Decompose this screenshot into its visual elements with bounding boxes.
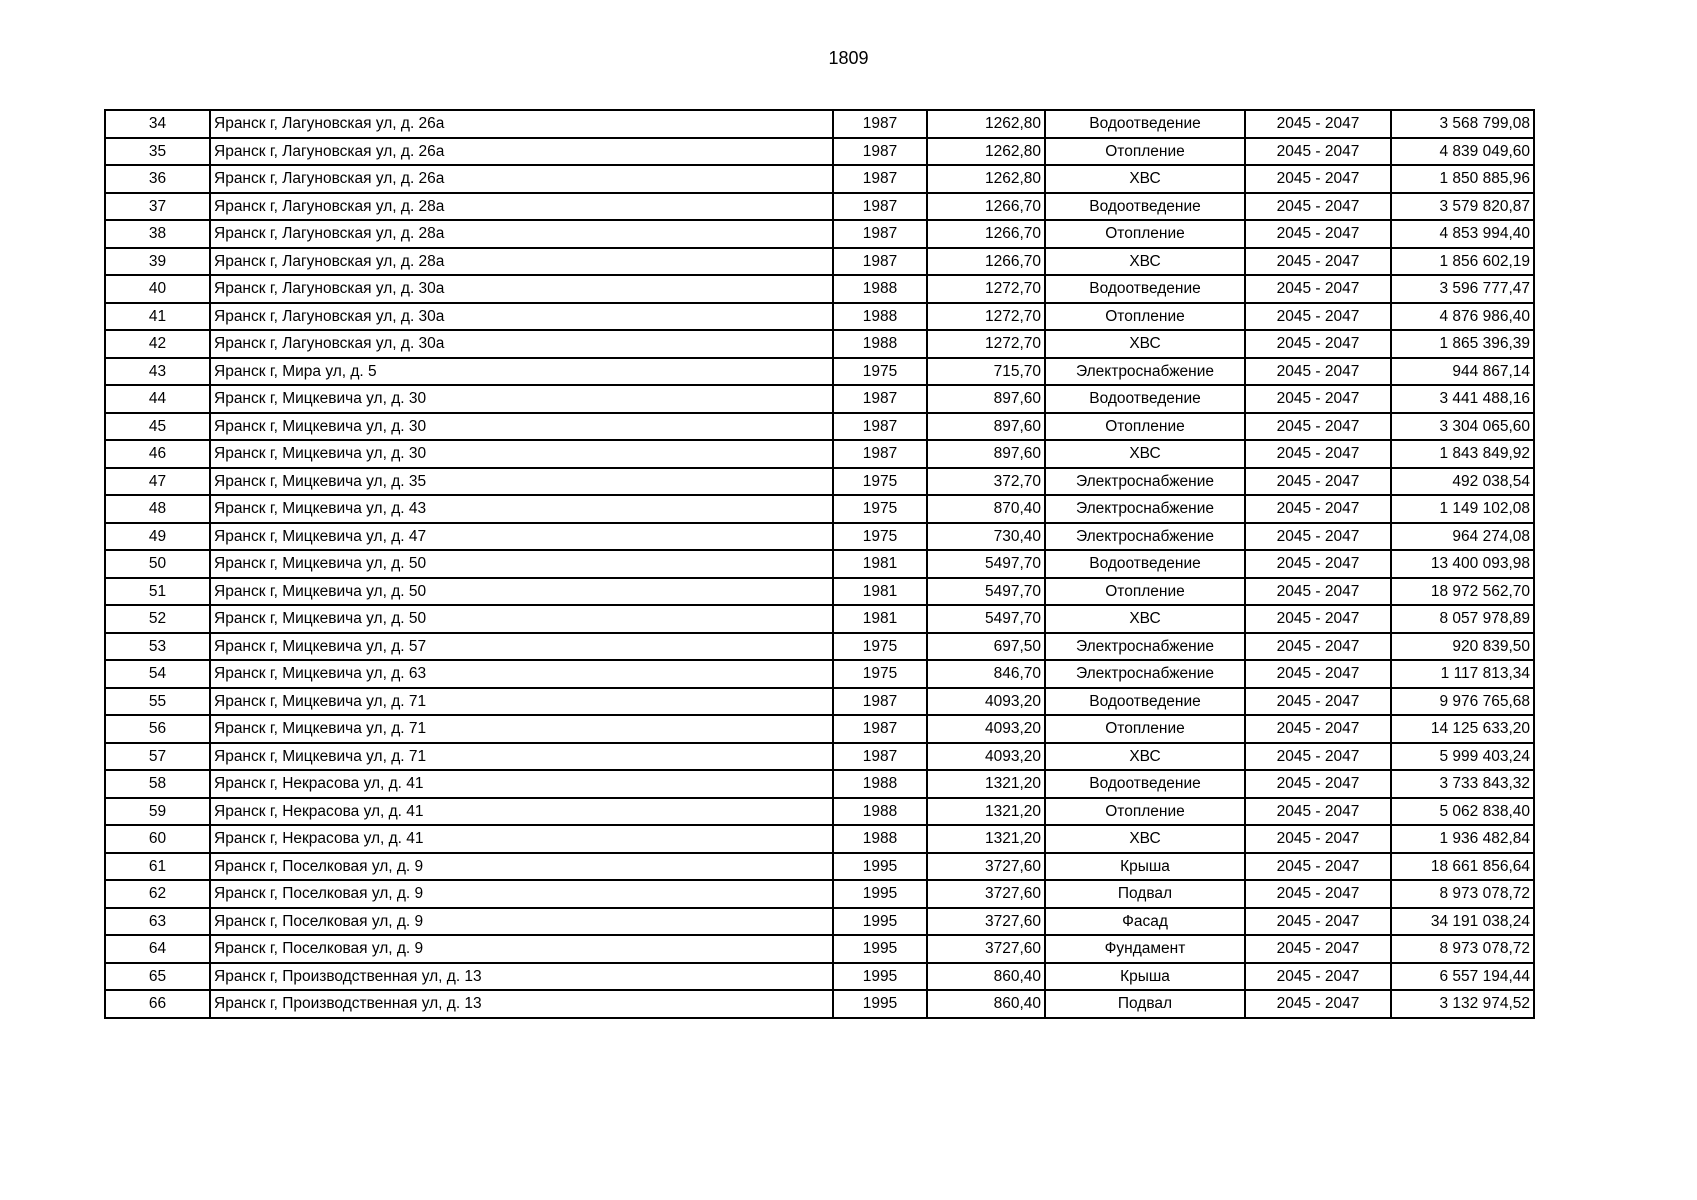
area-cell: 1262,80: [927, 165, 1045, 193]
area-cell: 1262,80: [927, 138, 1045, 166]
row-number-cell: 61: [105, 853, 210, 881]
work-type-cell: Отопление: [1045, 303, 1245, 331]
row-number-cell: 60: [105, 825, 210, 853]
row-number-cell: 51: [105, 578, 210, 606]
address-cell: Яранск г, Поселковая ул, д. 9: [210, 853, 833, 881]
work-type-cell: Электроснабжение: [1045, 468, 1245, 496]
area-cell: 1262,80: [927, 110, 1045, 138]
table-row: [105, 193, 1534, 221]
period-cell: 2045 - 2047: [1245, 413, 1391, 441]
area-cell: 1272,70: [927, 275, 1045, 303]
year-cell: 1995: [833, 990, 927, 1018]
cost-cell: 964 274,08: [1391, 523, 1534, 551]
row-number-cell: 66: [105, 990, 210, 1018]
cost-cell: 9 976 765,68: [1391, 688, 1534, 716]
period-cell: 2045 - 2047: [1245, 468, 1391, 496]
period-cell: 2045 - 2047: [1245, 523, 1391, 551]
work-type-cell: Электроснабжение: [1045, 523, 1245, 551]
row-number-cell: 63: [105, 908, 210, 936]
year-cell: 1987: [833, 440, 927, 468]
area-cell: 5497,70: [927, 578, 1045, 606]
year-cell: 1975: [833, 660, 927, 688]
row-number-cell: 44: [105, 385, 210, 413]
row-number-cell: 43: [105, 358, 210, 386]
year-cell: 1987: [833, 193, 927, 221]
year-cell: 1975: [833, 523, 927, 551]
area-cell: 4093,20: [927, 688, 1045, 716]
table-row: [105, 715, 1534, 743]
area-cell: 1266,70: [927, 193, 1045, 221]
cost-cell: 1 850 885,96: [1391, 165, 1534, 193]
area-cell: 1321,20: [927, 825, 1045, 853]
cost-cell: 8 973 078,72: [1391, 935, 1534, 963]
cost-cell: 3 441 488,16: [1391, 385, 1534, 413]
table-row: [105, 138, 1534, 166]
cost-cell: 8 057 978,89: [1391, 605, 1534, 633]
work-type-cell: Водоотведение: [1045, 550, 1245, 578]
year-cell: 1981: [833, 605, 927, 633]
year-cell: 1995: [833, 853, 927, 881]
table-row: [105, 303, 1534, 331]
row-number-cell: 40: [105, 275, 210, 303]
address-cell: Яранск г, Мицкевича ул, д. 30: [210, 385, 833, 413]
work-type-cell: Крыша: [1045, 963, 1245, 991]
row-number-cell: 36: [105, 165, 210, 193]
work-type-cell: Электроснабжение: [1045, 633, 1245, 661]
year-cell: 1987: [833, 165, 927, 193]
cost-cell: 6 557 194,44: [1391, 963, 1534, 991]
row-number-cell: 35: [105, 138, 210, 166]
row-number-cell: 37: [105, 193, 210, 221]
cost-cell: 8 973 078,72: [1391, 880, 1534, 908]
table-row: [105, 853, 1534, 881]
address-cell: Яранск г, Мицкевича ул, д. 71: [210, 715, 833, 743]
table-row: [105, 220, 1534, 248]
area-cell: 697,50: [927, 633, 1045, 661]
row-number-cell: 48: [105, 495, 210, 523]
page-number: 1809: [828, 48, 869, 68]
row-number-cell: 55: [105, 688, 210, 716]
period-cell: 2045 - 2047: [1245, 330, 1391, 358]
work-type-cell: ХВС: [1045, 165, 1245, 193]
table-body: [105, 110, 1534, 1018]
year-cell: 1987: [833, 743, 927, 771]
year-cell: 1975: [833, 468, 927, 496]
area-cell: 5497,70: [927, 605, 1045, 633]
table-row: [105, 523, 1534, 551]
cost-cell: 1 856 602,19: [1391, 248, 1534, 276]
row-number-cell: 34: [105, 110, 210, 138]
work-type-cell: Водоотведение: [1045, 110, 1245, 138]
cost-cell: 18 661 856,64: [1391, 853, 1534, 881]
row-number-cell: 54: [105, 660, 210, 688]
table-row: [105, 495, 1534, 523]
year-cell: 1988: [833, 770, 927, 798]
table-row: [105, 578, 1534, 606]
period-cell: 2045 - 2047: [1245, 385, 1391, 413]
address-cell: Яранск г, Поселковая ул, д. 9: [210, 935, 833, 963]
year-cell: 1988: [833, 303, 927, 331]
cost-cell: 14 125 633,20: [1391, 715, 1534, 743]
year-cell: 1988: [833, 798, 927, 826]
address-cell: Яранск г, Мицкевича ул, д. 47: [210, 523, 833, 551]
period-cell: 2045 - 2047: [1245, 990, 1391, 1018]
year-cell: 1987: [833, 715, 927, 743]
period-cell: 2045 - 2047: [1245, 138, 1391, 166]
cost-cell: 18 972 562,70: [1391, 578, 1534, 606]
work-type-cell: Фасад: [1045, 908, 1245, 936]
table-row: [105, 660, 1534, 688]
year-cell: 1995: [833, 908, 927, 936]
period-cell: 2045 - 2047: [1245, 605, 1391, 633]
period-cell: 2045 - 2047: [1245, 715, 1391, 743]
area-cell: 846,70: [927, 660, 1045, 688]
cost-cell: 3 304 065,60: [1391, 413, 1534, 441]
address-cell: Яранск г, Лагуновская ул, д. 28а: [210, 193, 833, 221]
table-row: [105, 990, 1534, 1018]
work-type-cell: ХВС: [1045, 248, 1245, 276]
period-cell: 2045 - 2047: [1245, 908, 1391, 936]
area-cell: 4093,20: [927, 743, 1045, 771]
year-cell: 1975: [833, 633, 927, 661]
period-cell: 2045 - 2047: [1245, 165, 1391, 193]
work-type-cell: Водоотведение: [1045, 385, 1245, 413]
address-cell: Яранск г, Производственная ул, д. 13: [210, 990, 833, 1018]
area-cell: 1321,20: [927, 798, 1045, 826]
period-cell: 2045 - 2047: [1245, 963, 1391, 991]
address-cell: Яранск г, Мицкевича ул, д. 43: [210, 495, 833, 523]
year-cell: 1987: [833, 110, 927, 138]
year-cell: 1988: [833, 330, 927, 358]
period-cell: 2045 - 2047: [1245, 578, 1391, 606]
period-cell: 2045 - 2047: [1245, 220, 1391, 248]
area-cell: 3727,60: [927, 935, 1045, 963]
year-cell: 1987: [833, 248, 927, 276]
row-number-cell: 50: [105, 550, 210, 578]
table-row: [105, 825, 1534, 853]
address-cell: Яранск г, Мицкевича ул, д. 35: [210, 468, 833, 496]
address-cell: Яранск г, Лагуновская ул, д. 28а: [210, 248, 833, 276]
year-cell: 1981: [833, 578, 927, 606]
address-cell: Яранск г, Лагуновская ул, д. 26а: [210, 138, 833, 166]
cost-cell: 492 038,54: [1391, 468, 1534, 496]
period-cell: 2045 - 2047: [1245, 495, 1391, 523]
address-cell: Яранск г, Мицкевича ул, д. 50: [210, 578, 833, 606]
area-cell: 3727,60: [927, 853, 1045, 881]
table-row: [105, 275, 1534, 303]
year-cell: 1987: [833, 138, 927, 166]
cost-cell: 4 876 986,40: [1391, 303, 1534, 331]
cost-cell: 5 999 403,24: [1391, 743, 1534, 771]
table-row: [105, 248, 1534, 276]
area-cell: 372,70: [927, 468, 1045, 496]
table-row: [105, 963, 1534, 991]
area-cell: 715,70: [927, 358, 1045, 386]
row-number-cell: 62: [105, 880, 210, 908]
cost-cell: 13 400 093,98: [1391, 550, 1534, 578]
cost-cell: 920 839,50: [1391, 633, 1534, 661]
cost-cell: 1 117 813,34: [1391, 660, 1534, 688]
work-type-cell: Подвал: [1045, 880, 1245, 908]
address-cell: Яранск г, Лагуновская ул, д. 26а: [210, 110, 833, 138]
period-cell: 2045 - 2047: [1245, 193, 1391, 221]
row-number-cell: 64: [105, 935, 210, 963]
table-row: [105, 330, 1534, 358]
period-cell: 2045 - 2047: [1245, 275, 1391, 303]
work-type-cell: Водоотведение: [1045, 193, 1245, 221]
cost-cell: 5 062 838,40: [1391, 798, 1534, 826]
cost-cell: 1 149 102,08: [1391, 495, 1534, 523]
period-cell: 2045 - 2047: [1245, 688, 1391, 716]
work-type-cell: Электроснабжение: [1045, 358, 1245, 386]
row-number-cell: 41: [105, 303, 210, 331]
table-row: [105, 440, 1534, 468]
table-row: [105, 880, 1534, 908]
area-cell: 5497,70: [927, 550, 1045, 578]
area-cell: 1266,70: [927, 220, 1045, 248]
table-row: [105, 358, 1534, 386]
work-type-cell: Отопление: [1045, 715, 1245, 743]
work-type-cell: Электроснабжение: [1045, 495, 1245, 523]
area-cell: 860,40: [927, 963, 1045, 991]
row-number-cell: 56: [105, 715, 210, 743]
table-row: [105, 908, 1534, 936]
address-cell: Яранск г, Мира ул, д. 5: [210, 358, 833, 386]
year-cell: 1988: [833, 275, 927, 303]
year-cell: 1987: [833, 413, 927, 441]
area-cell: 897,60: [927, 385, 1045, 413]
address-cell: Яранск г, Лагуновская ул, д. 30а: [210, 303, 833, 331]
year-cell: 1995: [833, 880, 927, 908]
period-cell: 2045 - 2047: [1245, 633, 1391, 661]
period-cell: 2045 - 2047: [1245, 743, 1391, 771]
year-cell: 1975: [833, 358, 927, 386]
row-number-cell: 46: [105, 440, 210, 468]
row-number-cell: 57: [105, 743, 210, 771]
cost-cell: 4 853 994,40: [1391, 220, 1534, 248]
period-cell: 2045 - 2047: [1245, 248, 1391, 276]
row-number-cell: 52: [105, 605, 210, 633]
address-cell: Яранск г, Лагуновская ул, д. 30а: [210, 275, 833, 303]
address-cell: Яранск г, Мицкевича ул, д. 30: [210, 413, 833, 441]
table-row: [105, 550, 1534, 578]
work-type-cell: Водоотведение: [1045, 770, 1245, 798]
address-cell: Яранск г, Лагуновская ул, д. 26а: [210, 165, 833, 193]
row-number-cell: 59: [105, 798, 210, 826]
work-type-cell: ХВС: [1045, 330, 1245, 358]
work-type-cell: Электроснабжение: [1045, 660, 1245, 688]
address-cell: Яранск г, Некрасова ул, д. 41: [210, 825, 833, 853]
address-cell: Яранск г, Мицкевича ул, д. 71: [210, 743, 833, 771]
period-cell: 2045 - 2047: [1245, 770, 1391, 798]
area-cell: 1266,70: [927, 248, 1045, 276]
area-cell: 897,60: [927, 413, 1045, 441]
work-type-cell: Отопление: [1045, 798, 1245, 826]
period-cell: 2045 - 2047: [1245, 825, 1391, 853]
table-row: [105, 743, 1534, 771]
area-cell: 730,40: [927, 523, 1045, 551]
row-number-cell: 45: [105, 413, 210, 441]
work-type-cell: Отопление: [1045, 138, 1245, 166]
table-row: [105, 770, 1534, 798]
area-cell: 1272,70: [927, 330, 1045, 358]
cost-cell: 34 191 038,24: [1391, 908, 1534, 936]
cost-cell: 3 579 820,87: [1391, 193, 1534, 221]
table-row: [105, 110, 1534, 138]
repair-schedule-table: [104, 109, 1535, 1019]
year-cell: 1995: [833, 963, 927, 991]
table-row: [105, 633, 1534, 661]
address-cell: Яранск г, Лагуновская ул, д. 30а: [210, 330, 833, 358]
address-cell: Яранск г, Мицкевича ул, д. 30: [210, 440, 833, 468]
area-cell: 3727,60: [927, 880, 1045, 908]
table-row: [105, 605, 1534, 633]
work-type-cell: Отопление: [1045, 220, 1245, 248]
cost-cell: 1 843 849,92: [1391, 440, 1534, 468]
period-cell: 2045 - 2047: [1245, 110, 1391, 138]
work-type-cell: Фундамент: [1045, 935, 1245, 963]
address-cell: Яранск г, Мицкевича ул, д. 50: [210, 550, 833, 578]
year-cell: 1987: [833, 688, 927, 716]
period-cell: 2045 - 2047: [1245, 660, 1391, 688]
cost-cell: 3 568 799,08: [1391, 110, 1534, 138]
work-type-cell: Подвал: [1045, 990, 1245, 1018]
period-cell: 2045 - 2047: [1245, 935, 1391, 963]
address-cell: Яранск г, Лагуновская ул, д. 28а: [210, 220, 833, 248]
row-number-cell: 38: [105, 220, 210, 248]
work-type-cell: Водоотведение: [1045, 275, 1245, 303]
work-type-cell: Отопление: [1045, 413, 1245, 441]
year-cell: 1987: [833, 385, 927, 413]
address-cell: Яранск г, Некрасова ул, д. 41: [210, 770, 833, 798]
cost-cell: 3 596 777,47: [1391, 275, 1534, 303]
address-cell: Яранск г, Некрасова ул, д. 41: [210, 798, 833, 826]
work-type-cell: ХВС: [1045, 743, 1245, 771]
table-row: [105, 688, 1534, 716]
period-cell: 2045 - 2047: [1245, 880, 1391, 908]
table-row: [105, 165, 1534, 193]
area-cell: 3727,60: [927, 908, 1045, 936]
row-number-cell: 58: [105, 770, 210, 798]
row-number-cell: 42: [105, 330, 210, 358]
year-cell: 1995: [833, 935, 927, 963]
work-type-cell: ХВС: [1045, 605, 1245, 633]
period-cell: 2045 - 2047: [1245, 303, 1391, 331]
work-type-cell: Отопление: [1045, 578, 1245, 606]
address-cell: Яранск г, Мицкевича ул, д. 50: [210, 605, 833, 633]
cost-cell: 3 132 974,52: [1391, 990, 1534, 1018]
year-cell: 1975: [833, 495, 927, 523]
row-number-cell: 65: [105, 963, 210, 991]
work-type-cell: ХВС: [1045, 440, 1245, 468]
table-row: [105, 385, 1534, 413]
area-cell: 860,40: [927, 990, 1045, 1018]
cost-cell: 944 867,14: [1391, 358, 1534, 386]
address-cell: Яранск г, Мицкевича ул, д. 63: [210, 660, 833, 688]
table-row: [105, 798, 1534, 826]
period-cell: 2045 - 2047: [1245, 358, 1391, 386]
area-cell: 1321,20: [927, 770, 1045, 798]
row-number-cell: 39: [105, 248, 210, 276]
address-cell: Яранск г, Мицкевича ул, д. 71: [210, 688, 833, 716]
address-cell: Яранск г, Производственная ул, д. 13: [210, 963, 833, 991]
work-type-cell: Крыша: [1045, 853, 1245, 881]
cost-cell: 3 733 843,32: [1391, 770, 1534, 798]
area-cell: 1272,70: [927, 303, 1045, 331]
cost-cell: 1 865 396,39: [1391, 330, 1534, 358]
table-row: [105, 935, 1534, 963]
year-cell: 1988: [833, 825, 927, 853]
table-row: [105, 413, 1534, 441]
area-cell: 4093,20: [927, 715, 1045, 743]
area-cell: 897,60: [927, 440, 1045, 468]
year-cell: 1987: [833, 220, 927, 248]
year-cell: 1981: [833, 550, 927, 578]
row-number-cell: 53: [105, 633, 210, 661]
period-cell: 2045 - 2047: [1245, 440, 1391, 468]
work-type-cell: ХВС: [1045, 825, 1245, 853]
row-number-cell: 47: [105, 468, 210, 496]
address-cell: Яранск г, Поселковая ул, д. 9: [210, 908, 833, 936]
address-cell: Яранск г, Поселковая ул, д. 9: [210, 880, 833, 908]
period-cell: 2045 - 2047: [1245, 853, 1391, 881]
cost-cell: 4 839 049,60: [1391, 138, 1534, 166]
period-cell: 2045 - 2047: [1245, 798, 1391, 826]
table-row: [105, 468, 1534, 496]
address-cell: Яранск г, Мицкевича ул, д. 57: [210, 633, 833, 661]
work-type-cell: Водоотведение: [1045, 688, 1245, 716]
row-number-cell: 49: [105, 523, 210, 551]
area-cell: 870,40: [927, 495, 1045, 523]
cost-cell: 1 936 482,84: [1391, 825, 1534, 853]
period-cell: 2045 - 2047: [1245, 550, 1391, 578]
